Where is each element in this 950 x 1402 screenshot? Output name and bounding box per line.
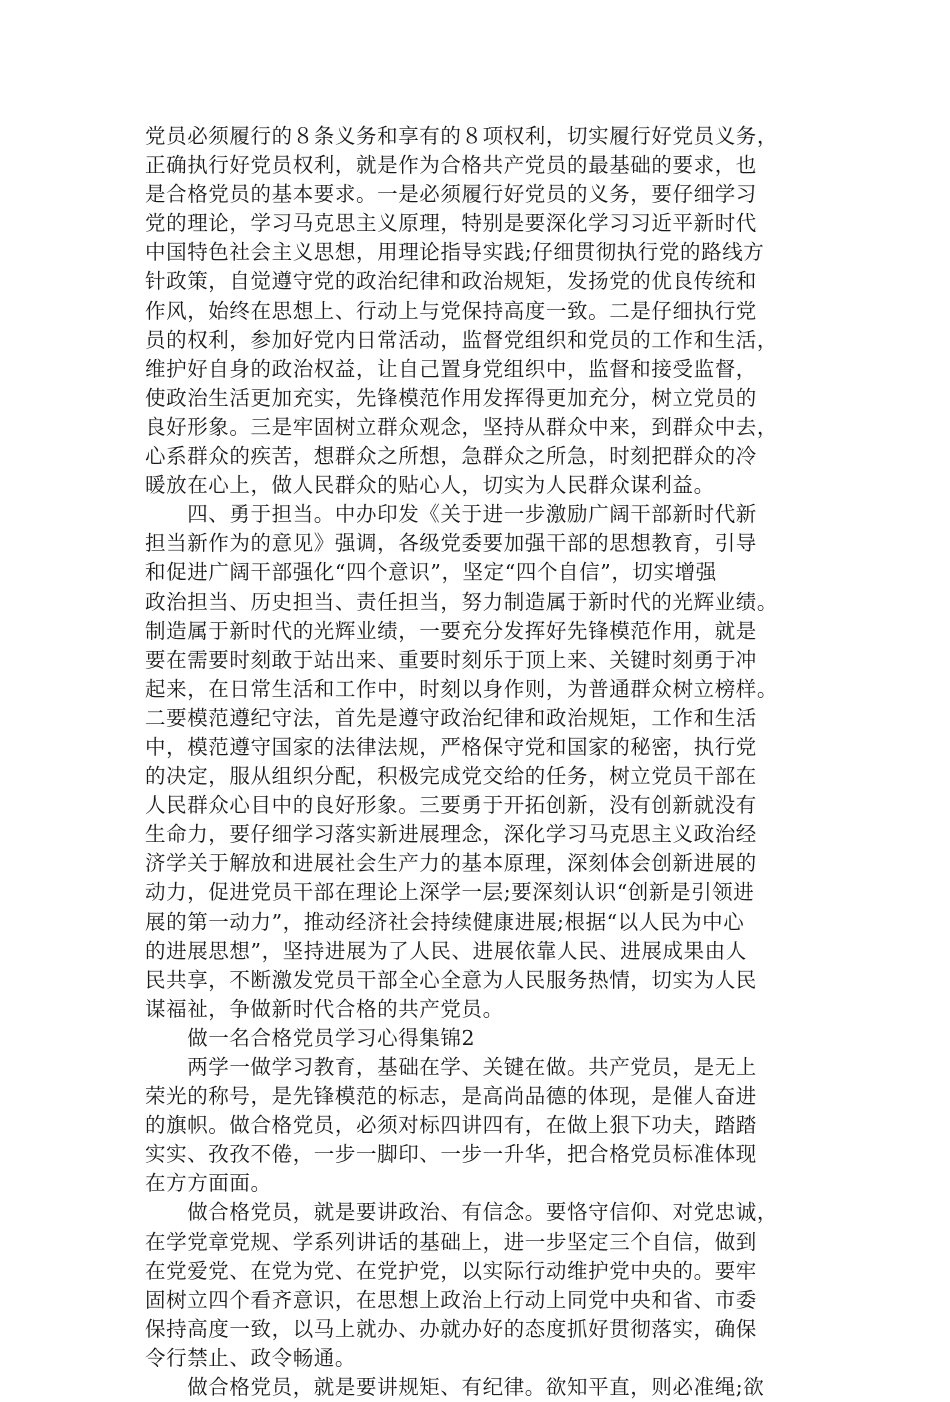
text-line: 的旗帜。做合格党员，必须对标四讲四有，在做上狠下功夫，踏踏: [145, 1113, 757, 1138]
text-line: 二要模范遵纪守法，首先是遵守政治纪律和政治规矩，工作和生活: [145, 705, 757, 730]
text-line: 展的第一动力”，推动经济社会持续健康进展;根据“以人民为中心: [145, 909, 745, 934]
text-line: 在学党章党规、学系列讲话的基础上，进一步坚定三个自信，做到: [145, 1229, 757, 1254]
text-line: 针政策，自觉遵守党的政治纪律和政治规矩，发扬党的优良传统和: [145, 269, 757, 294]
text-line: 人民群众心目中的良好形象。三要勇于开拓创新，没有创新就没有: [145, 793, 757, 818]
paragraph-start: 两学一做学习教育，基础在学、关键在做。共产党员，是无上: [145, 1055, 757, 1079]
text-line: 实实、孜孜不倦，一步一脚印、一步一升华，把合格党员标准体现: [145, 1142, 757, 1167]
document-body: [145, 122, 815, 1402]
text-line: 良好形象。三是牢固树立群众观念，坚持从群众中来，到群众中去，: [145, 414, 778, 439]
paragraph-start: 做合格党员，就是要讲规矩、有纪律。欲知平直，则必准绳;欲: [145, 1375, 765, 1400]
text-line: 生命力，要仔细学习落实新进展理念，深化学习马克思主义政治经: [145, 822, 757, 847]
text-line: 政治担当、历史担当、责任担当，努力制造属于新时代的光辉业绩。: [145, 589, 778, 614]
text-line: 和促进广阔干部强化“四个意识”，坚定“四个自信”，切实增强: [145, 560, 717, 585]
text-line: 中，模范遵守国家的法律法规，严格保守党和国家的秘密，执行党: [145, 734, 757, 759]
text-line: 党的理论，学习马克思主义原理，特别是要深化学习习近平新时代: [145, 211, 757, 236]
text-line: 荣光的称号，是先锋模范的标志，是高尚品德的体现，是催人奋进: [145, 1084, 757, 1109]
text-line: 的决定，服从组织分配，积极完成党交给的任务，树立党员干部在: [145, 764, 757, 789]
text-line: 在党爱党、在党为党、在党护党，以实际行动维护党中央的。要牢: [145, 1258, 757, 1283]
text-line: 员的权利，参加好党内日常活动，监督党组织和党员的工作和生活，: [145, 327, 778, 352]
text-line: 作风，始终在思想上、行动上与党保持高度一致。二是仔细执行党: [145, 298, 757, 323]
text-line: 正确执行好党员权利，就是作为合格共产党员的最基础的要求，也: [145, 153, 757, 178]
text-line: 谋福祉，争做新时代合格的共产党员。: [145, 996, 504, 1021]
text-line: 暖放在心上，做人民群众的贴心人，切实为人民群众谋利益。: [145, 473, 715, 498]
paragraph-start: 做合格党员，就是要讲政治、有信念。要恪守信仰、对党忠诚，: [145, 1200, 778, 1225]
text-line: 维护好自身的政治权益，让自己置身党组织中，监督和接受监督，: [145, 356, 757, 381]
text-line: 济学关于解放和进展社会生产力的基本原理，深刻体会创新进展的: [145, 851, 757, 876]
text-line: 动力，促进党员干部在理论上深学一层;要深刻认识“创新是引领进: [145, 880, 755, 905]
text-line: 担当新作为的意见》强调，各级党委要加强干部的思想教育，引导: [145, 531, 757, 556]
section-heading: 做一名合格党员学习心得集锦2: [145, 1025, 476, 1050]
text-line: 固树立四个看齐意识，在思想上政治上行动上同党中央和省、市委: [145, 1287, 757, 1312]
text-line: 党员必须履行的８条义务和享有的８项权利，切实履行好党员义务，: [145, 124, 778, 148]
text-line: 要在需要时刻敢于站出来、重要时刻乐于顶上来、关键时刻勇于冲: [145, 647, 757, 672]
text-line: 是合格党员的基本要求。一是必须履行好党员的义务，要仔细学习: [145, 182, 757, 207]
text-line: 起来，在日常生活和工作中，时刻以身作则，为普通群众树立榜样。: [145, 676, 778, 701]
text-line: 心系群众的疾苦，想群众之所想，急群众之所急，时刻把群众的冷: [145, 444, 757, 469]
text-line: 使政治生活更加充实，先锋模范作用发挥得更加充分，树立党员的: [145, 385, 757, 410]
text-line: 保持高度一致，以马上就办、办就办好的态度抓好贯彻落实，确保: [145, 1316, 757, 1341]
text-line: 在方方面面。: [145, 1171, 272, 1196]
text-line: 令行禁止、政令畅通。: [145, 1345, 356, 1370]
text-line: 制造属于新时代的光辉业绩，一要充分发挥好先锋模范作用，就是: [145, 618, 757, 643]
text-line: 的进展思想”，坚持进展为了人民、进展依靠人民、进展成果由人: [145, 938, 747, 963]
text-line: 中国特色社会主义思想，用理论指导实践;仔细贯彻执行党的路线方: [145, 240, 765, 265]
paragraph-start: 四、勇于担当。中办印发《关于进一步激励广阔干部新时代新: [145, 502, 757, 527]
text-line: 民共享，不断激发党员干部全心全意为人民服务热情，切实为人民: [145, 967, 757, 992]
